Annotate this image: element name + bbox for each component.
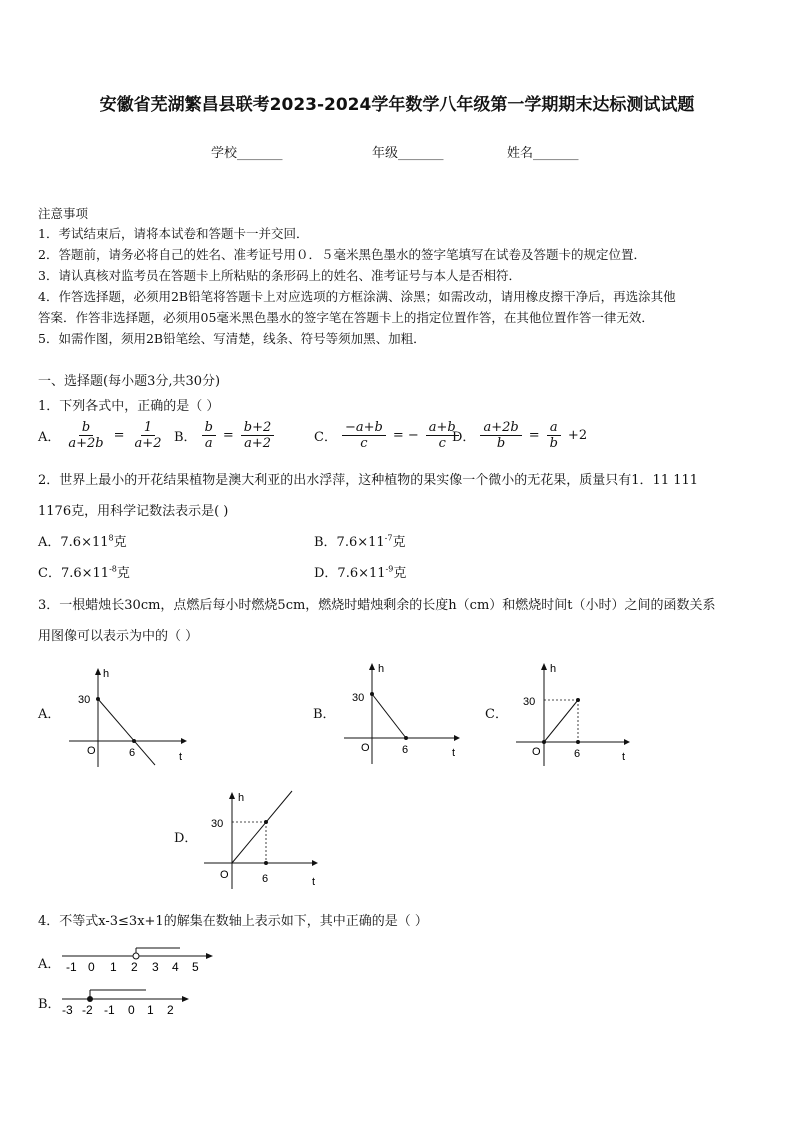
notice-item: 答案．作答非选择题，必须用05毫米黑色墨水的签字笔在答题卡上的指定位置作答，在其他位置作答一律无效． bbox=[38, 310, 654, 325]
arrow-icon bbox=[624, 739, 630, 745]
point bbox=[264, 820, 268, 824]
option-label: B． bbox=[174, 430, 197, 445]
arrow-icon bbox=[181, 738, 187, 744]
tick-label: 1 bbox=[147, 1003, 154, 1016]
school-field: 学校_______ bbox=[211, 146, 283, 161]
point bbox=[132, 739, 136, 743]
page-title: 安徽省芜湖繁昌县联考2023-2024学年数学八年级第一学期期末达标测试试题 bbox=[99, 95, 695, 115]
graph-line bbox=[98, 699, 155, 765]
arrow-icon bbox=[229, 792, 235, 799]
option-label: C． bbox=[314, 430, 337, 445]
t-label: t bbox=[622, 751, 626, 763]
q3-option-d-label: D． bbox=[174, 831, 198, 846]
point bbox=[264, 861, 268, 865]
origin-label: O bbox=[220, 869, 229, 881]
fraction: $\frac{b}{a+2b}$ bbox=[68, 420, 104, 451]
q1-option-d: D． $\frac{a+2b}{b}$ = $\frac{a}{b}$ +2 bbox=[452, 420, 588, 451]
point bbox=[96, 697, 100, 701]
q3-stem-cont: 用图像可以表示为中的（ ） bbox=[38, 629, 199, 644]
value-6: 6 bbox=[402, 744, 409, 756]
tick-label: 4 bbox=[172, 960, 179, 974]
q4-option-a-label: A． bbox=[38, 957, 61, 972]
notice-item: 4．作答选择题，必须用2B铅笔将答题卡上对应选项的方框涂满、涂黑；如需改动，请用橡皮擦干净后，再选涂其他 bbox=[38, 289, 676, 304]
value-30: 30 bbox=[211, 818, 224, 830]
q1-option-c: C． $\frac{-a+b}{c}$ = − $\frac{a+b}{c}$ bbox=[314, 420, 461, 451]
fraction: $\frac{a+2b}{b}$ bbox=[480, 420, 521, 451]
q3-option-b-label: B． bbox=[313, 707, 336, 722]
tick-label: 0 bbox=[88, 960, 95, 974]
q2-option-b: B．$7.6\times 11^{-7}$克 bbox=[314, 533, 406, 550]
tick-label: -1 bbox=[104, 1003, 115, 1016]
q2-option-c: C．$7.6\times 11^{-8}$克 bbox=[38, 564, 130, 581]
q4-number-line-b bbox=[58, 982, 198, 1016]
point bbox=[404, 736, 408, 740]
graph-line bbox=[544, 700, 578, 742]
arrow-icon bbox=[454, 735, 460, 741]
tick-label: 1 bbox=[110, 960, 117, 974]
origin-label: O bbox=[532, 746, 541, 758]
arrow-icon bbox=[369, 663, 375, 670]
value-6: 6 bbox=[574, 748, 581, 760]
q4-stem: 4．不等式x-3≤3x+1的解集在数轴上表示如下，其中正确的是（ ） bbox=[38, 914, 428, 929]
fraction: $\frac{a+b}{c}$ bbox=[426, 420, 459, 451]
grade-field: 年级_______ bbox=[372, 146, 444, 161]
arrow-icon bbox=[206, 953, 213, 959]
q3-graph-d bbox=[200, 785, 330, 895]
q3-graph-b bbox=[340, 660, 470, 770]
value-6: 6 bbox=[129, 747, 136, 759]
notice-item: 1．考试结束后，请将本试卷和答题卡一并交回． bbox=[38, 226, 309, 241]
point bbox=[370, 692, 374, 696]
h-label: h bbox=[238, 792, 245, 804]
q3-graph-a bbox=[65, 665, 195, 775]
option-label: A． bbox=[38, 430, 61, 445]
q1-option-b: B． $\frac{b}{a}$ = $\frac{b+2}{a+2}$ bbox=[174, 420, 276, 451]
arrow-icon bbox=[312, 860, 318, 866]
value-6: 6 bbox=[262, 873, 269, 885]
graph-line bbox=[372, 694, 406, 738]
q3-graph-c bbox=[512, 660, 637, 770]
notice-heading: 注意事项 bbox=[38, 206, 89, 221]
q2-stem-cont: 1176克，用科学记数法表示是( ) bbox=[38, 504, 229, 519]
fraction: $\frac{-a+b}{c}$ bbox=[342, 420, 386, 451]
origin-label: O bbox=[361, 742, 370, 754]
h-label: h bbox=[103, 668, 110, 680]
t-label: t bbox=[179, 751, 183, 763]
point bbox=[542, 740, 546, 744]
h-label: h bbox=[378, 663, 385, 675]
q4-option-b-label: B． bbox=[38, 997, 61, 1012]
tick-label: 0 bbox=[128, 1003, 135, 1016]
arrow-icon bbox=[541, 663, 547, 670]
q3-option-c-label: C． bbox=[485, 707, 508, 722]
tick-label: 5 bbox=[192, 960, 199, 974]
value-30: 30 bbox=[352, 692, 365, 704]
fraction: $\frac{a}{b}$ bbox=[547, 420, 561, 451]
notice-item: 2．答题前，请务必将自己的姓名、准考证号用０．５毫米黑色墨水的签字笔填写在试卷及答题卡的规定位置． bbox=[38, 247, 646, 262]
closed-point bbox=[87, 996, 93, 1002]
arrow-icon bbox=[95, 668, 101, 675]
fraction: $\frac{b}{a}$ bbox=[202, 420, 216, 451]
tick-label: -1 bbox=[66, 960, 77, 974]
tick-label: 3 bbox=[152, 960, 159, 974]
open-point bbox=[133, 953, 139, 959]
notice-item: 5．如需作图，须用2B铅笔绘、写清楚，线条、符号等须加黑、加粗． bbox=[38, 331, 426, 346]
tick-label: -2 bbox=[82, 1003, 93, 1016]
q2-option-d: D．$7.6\times 11^{-9}$克 bbox=[314, 564, 407, 581]
q2-option-a: A．$7.6\times 11^8$克 bbox=[38, 533, 127, 550]
tick-label: 2 bbox=[167, 1003, 174, 1016]
q4-number-line-a bbox=[58, 942, 218, 974]
origin-label: O bbox=[87, 745, 96, 757]
value-30: 30 bbox=[523, 696, 536, 708]
option-label: D． bbox=[452, 430, 476, 445]
t-label: t bbox=[452, 747, 456, 759]
value-30: 30 bbox=[78, 694, 91, 706]
point bbox=[576, 740, 580, 744]
fraction: $\frac{b+2}{a+2}$ bbox=[241, 420, 275, 451]
point bbox=[576, 698, 580, 702]
q1-stem: 1．下列各式中，正确的是（ ） bbox=[38, 399, 220, 414]
q1-option-a: A． $\frac{b}{a+2b}$ = $\frac{1}{a+2}$ bbox=[38, 420, 166, 451]
t-label: t bbox=[312, 876, 316, 888]
arrow-icon bbox=[182, 996, 189, 1002]
fraction: $\frac{1}{a+2}$ bbox=[134, 420, 162, 451]
tick-label: -3 bbox=[62, 1003, 73, 1016]
q3-option-a-label: A． bbox=[38, 707, 61, 722]
q2-stem: 2．世界上最小的开花结果植物是澳大利亚的出水浮萍，这种植物的果实像一个微小的无花果，质量只有1．11 111 bbox=[38, 473, 699, 488]
q3-stem: 3．一根蜡烛长30cm，点燃后每小时燃烧5cm，燃烧时蜡烛剩余的长度h（cm）和燃烧时间t（小时）之间的函数关系 bbox=[38, 598, 716, 613]
tick-label: 2 bbox=[131, 960, 138, 974]
section-heading: 一、选择题(每小题3分,共30分) bbox=[38, 374, 221, 389]
notice-item: 3．请认真核对监考员在答题卡上所粘贴的条形码上的姓名、准考证号与本人是否相符． bbox=[38, 268, 521, 283]
h-label: h bbox=[550, 663, 557, 675]
name-field: 姓名_______ bbox=[507, 146, 579, 161]
